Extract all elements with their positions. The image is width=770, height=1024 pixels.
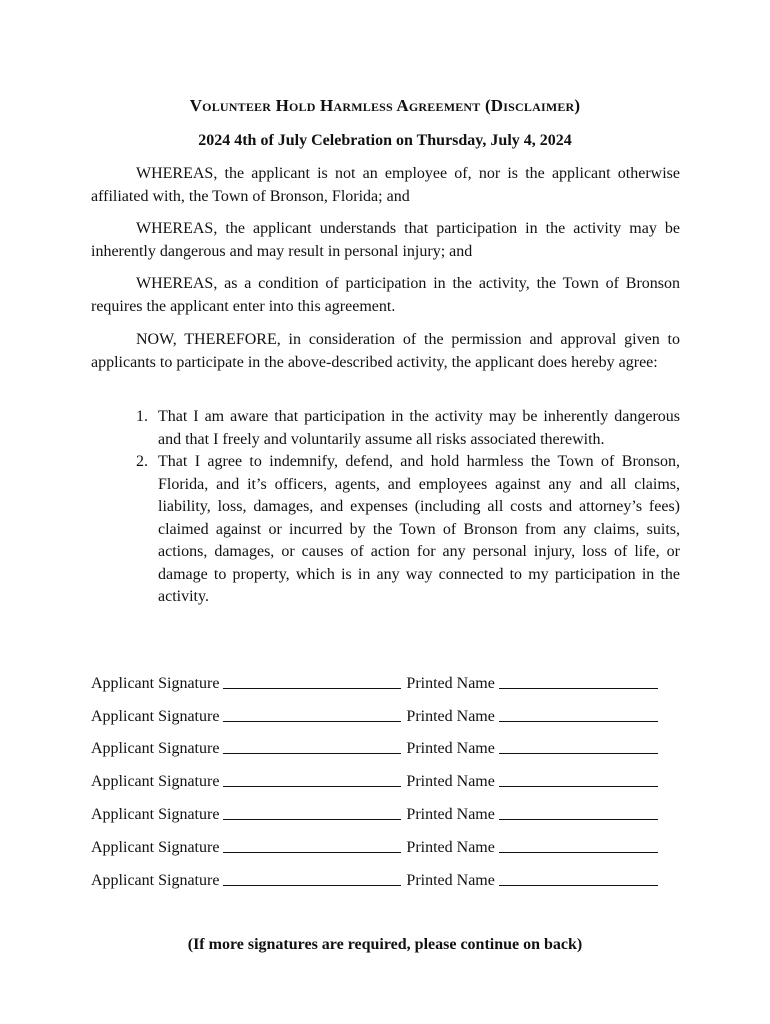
applicant-signature-label: Applicant Signature (91, 740, 220, 757)
printed-name-label: Printed Name (406, 839, 495, 856)
applicant-signature-line[interactable] (223, 774, 401, 787)
printed-name-line[interactable] (499, 873, 658, 886)
whereas-paragraph-1: WHEREAS, the applicant is not an employee of, nor is the applicant otherwise affiliated with, the Town of Bronson, Florida; and (91, 165, 680, 205)
signature-row (91, 675, 691, 693)
document-subtitle: 2024 4th of July Celebration on Thursday, July 4, 2024 (198, 132, 572, 149)
therefore-paragraph: NOW, THEREFORE, in consideration of the permission and approval given to applicants to participate in the above-described activity, the applicant does hereby agree: (91, 331, 680, 371)
printed-name-line[interactable] (499, 676, 658, 689)
signature-row (91, 872, 691, 890)
printed-name-line[interactable] (499, 741, 658, 754)
applicant-signature-line[interactable] (223, 676, 401, 689)
printed-name-line[interactable] (499, 709, 658, 722)
continue-on-back-note: (If more signatures are required, please continue on back) (187, 936, 583, 953)
applicant-signature-label: Applicant Signature (91, 806, 220, 823)
applicant-signature-label: Applicant Signature (91, 839, 220, 856)
whereas-paragraph-2: WHEREAS, the applicant understands that participation in the activity may be inherently dangerous and may result in personal injury; and (91, 220, 680, 260)
list-item (136, 406, 680, 451)
applicant-signature-label: Applicant Signature (91, 872, 220, 889)
printed-name-line[interactable] (499, 807, 658, 820)
printed-name-label: Printed Name (406, 806, 495, 823)
list-item-number: 1. (136, 408, 148, 425)
list-item-text: That I agree to indemnify, defend, and hold harmless the Town of Bronson, Florida, and it’s officers, agents, and employees against any and all claims, liability, loss, damages, and expenses (including all costs and attorney’s fees) claimed against or incurred by the Town of Bronson from any claims, suits, actions, damages, or causes of action for any personal injury, loss of life, or damage to property, which is in any way connected to my participation in the activity. (158, 453, 680, 605)
signature-row (91, 839, 691, 857)
signature-row (91, 708, 691, 726)
whereas-paragraph-3: WHEREAS, as a condition of participation in the activity, the Town of Bronson requires the applicant enter into this agreement. (91, 275, 680, 315)
agreement-list (136, 406, 680, 609)
signature-row (91, 740, 691, 758)
printed-name-label: Printed Name (406, 675, 495, 692)
signature-row (91, 773, 691, 791)
list-item (136, 451, 680, 609)
printed-name-line[interactable] (499, 774, 658, 787)
applicant-signature-label: Applicant Signature (91, 708, 220, 725)
list-item-number: 2. (136, 453, 148, 470)
printed-name-label: Printed Name (406, 740, 495, 757)
applicant-signature-label: Applicant Signature (91, 773, 220, 790)
printed-name-label: Printed Name (406, 872, 495, 889)
applicant-signature-line[interactable] (223, 807, 401, 820)
applicant-signature-line[interactable] (223, 741, 401, 754)
printed-name-label: Printed Name (406, 708, 495, 725)
applicant-signature-line[interactable] (223, 840, 401, 853)
applicant-signature-line[interactable] (223, 873, 401, 886)
applicant-signature-label: Applicant Signature (91, 675, 220, 692)
list-item-text: That I am aware that participation in the activity may be inherently dangerous and that I freely and voluntarily assume all risks associated therewith. (158, 408, 680, 448)
printed-name-label: Printed Name (406, 773, 495, 790)
applicant-signature-line[interactable] (223, 709, 401, 722)
document-title: Volunteer Hold Harmless Agreement (Disclaimer) (189, 96, 581, 115)
printed-name-line[interactable] (499, 840, 658, 853)
signature-row (91, 806, 691, 824)
